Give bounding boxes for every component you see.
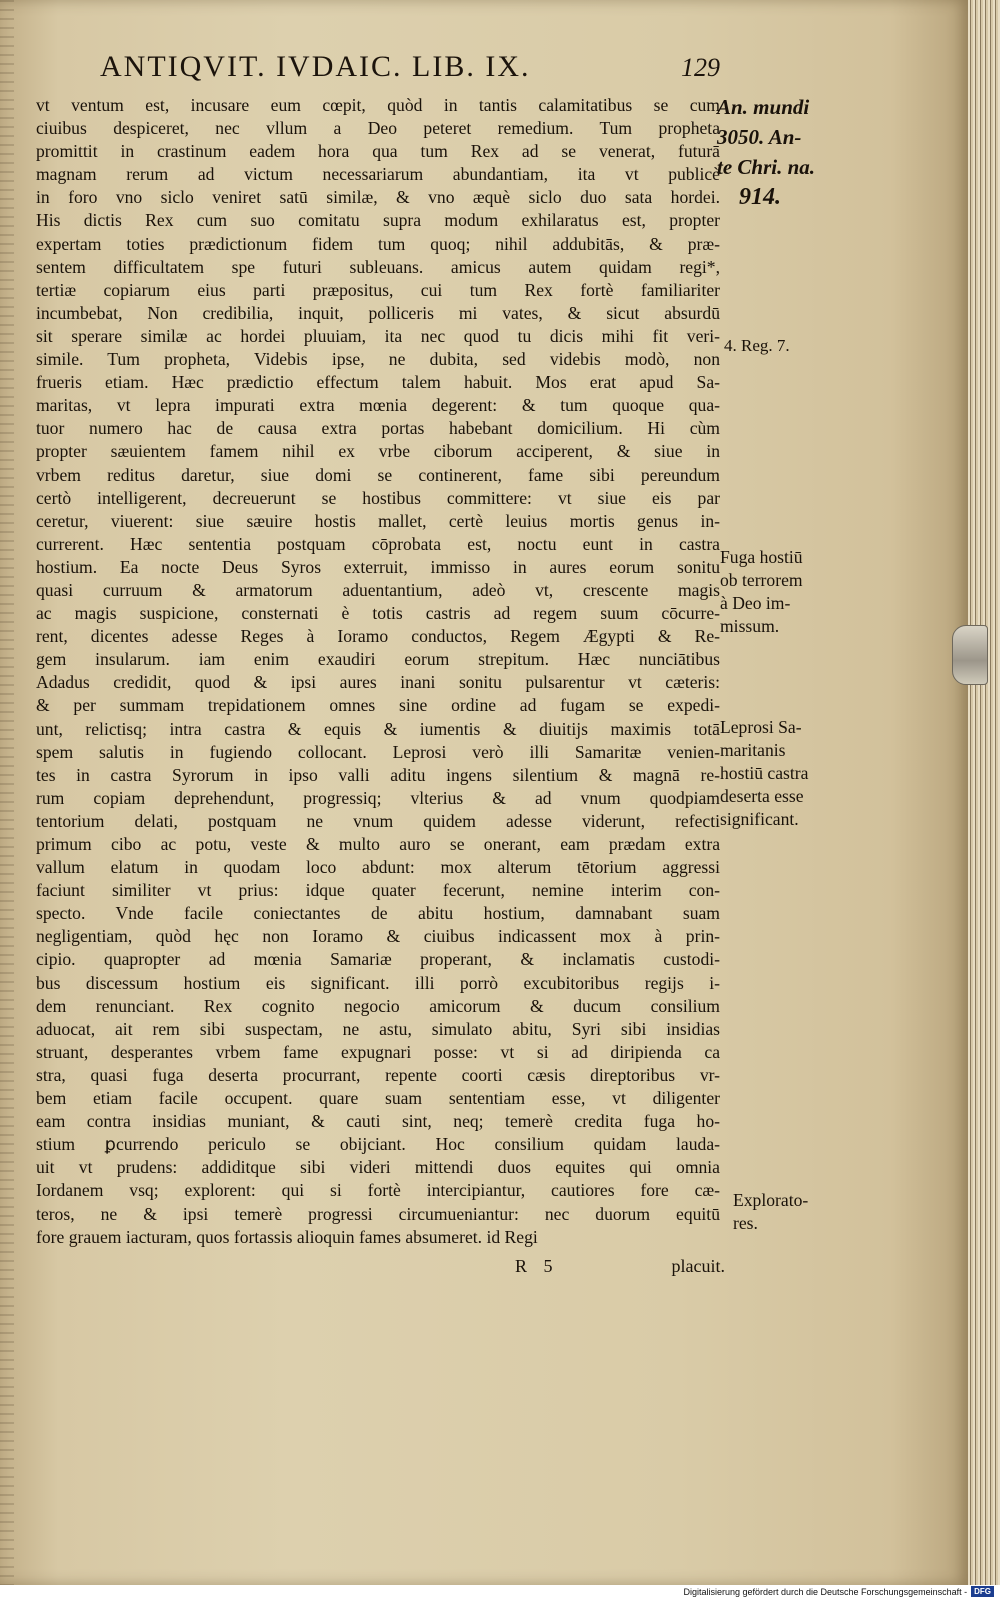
text-line: fore grauem iacturam, quos fortassis alioquin fames absumeret. id Regi [36, 1226, 538, 1247]
margin-note-leprosi [720, 716, 850, 831]
text-line: incumbebat, Non credibilia, inquit, polliceris mi vates, & sicut absurdū [36, 302, 720, 323]
text-line: sit sperare similæ ac hordei pluuiam, ita nec quod tu dicis mihi fit veri- [36, 325, 720, 346]
text-line: tes in castra Syrorum in ipso valli aditu ingens silentium & magnā re- [36, 764, 720, 785]
catchword: placuit. [671, 1256, 725, 1276]
running-head: ANTIQVIT. IVDAIC. LIB. IX. [100, 50, 531, 83]
margin-note-fuga [720, 546, 850, 638]
text-line: sentem difficultatem spe futuri subleuans. amicus autem quidam regi*, [36, 256, 720, 277]
text-line: rent, dicentes adesse Reges à Ioramo conductos, Regem Ægypti & Re- [36, 626, 720, 647]
text-line: negligentiam, quòd hęc non Ioramo & ciuibus indicassent mox à prin- [36, 926, 720, 947]
text-line: struant, desperantes vrbem fame expugnari posse: vt si ad diripienda ca [36, 1041, 720, 1062]
margin-line: Explorato- [733, 1190, 809, 1210]
text-line: tuor numero hac de causa extra portas habebant domicilium. Hi cùm [36, 418, 720, 439]
text-line: rum copiam deprehendunt, progressiq; vlterius & ad vnum quodpiam [36, 787, 720, 808]
text-line: vrbem reditus daretur, siue domi se continerent, fame sibi pereundum [36, 464, 720, 485]
text-line: bem etiam facile occupent. quare suam sententiam esse, vt diligenter [36, 1088, 720, 1109]
text-line: expertam toties prædictionum fidem tum quoq; nihil addubitās, & præ- [36, 233, 720, 254]
text-line: in foro vno siclo veniret satū similæ, & vno æquè siclo duo sata hordei. [36, 187, 720, 208]
text-line: faciunt similiter vt prius: idque quater fecerunt, nemine interim con- [36, 880, 720, 901]
text-line: tentorium delati, postquam ne vnum quidem adesse viderunt, refecti [36, 810, 720, 831]
margin-line: significant. [720, 809, 799, 829]
margin-line: res. [733, 1213, 758, 1233]
text-line: currerent. Hæc sententia postquam cōprobata est, noctu eunt in castra [36, 533, 720, 554]
text-line: bus discessum hostium eis significant. illi porrò excubitoribus regijs i- [36, 972, 720, 993]
text-line: aduocat, ait rem sibi suspectam, ne astu, simulato abitu, Syri sibi insidias [36, 1018, 720, 1039]
text-line: dem renunciant. Rex cognito negocio amicorum & ducum consilium [36, 995, 720, 1016]
text-line: & per summam trepidationem omnes sine ordine ad fugam se expedi- [36, 695, 720, 716]
text-line: vt ventum est, incusare eum cœpit, quòd in tantis calamitatibus se cum [36, 95, 720, 115]
margin-line: 914. [739, 184, 781, 210]
margin-line: maritanis [720, 740, 786, 760]
margin-note-reference: 4. Reg. 7. [724, 336, 790, 355]
text-line: eam contra insidias muniant, & cauti sint, neq; temerè credita fuga ho- [36, 1111, 720, 1132]
text-line: stra, quasi fuga deserta procurrant, repente coorti cæsis direptoribus vr- [36, 1064, 720, 1085]
margin-line: Fuga hostiū [720, 547, 803, 567]
margin-note-exploratores [733, 1189, 863, 1235]
text-line: stium ꝑcurrendo periculo se obijciant. Hoc consilium quidam lauda- [36, 1134, 720, 1155]
margin-line: deserta esse [720, 786, 804, 806]
page-edges [968, 0, 1000, 1585]
text-line: ciuibus despiceret, nec vllum a Deo peteret remedium. Tum propheta [36, 118, 720, 139]
main-text-block [36, 94, 720, 1249]
text-line: spem salutis in fugiendo collocant. Leprosi verò illi Samaritæ venien- [36, 741, 720, 762]
text-line: ac magis suspicione, consternati è totis castris ad regem suum cōcurre- [36, 603, 720, 624]
text-line: teros, ne & ipsi temerè progressi circumueniantur: nec duorum equitū [36, 1203, 720, 1224]
text-line: gem insularum. iam enim exaudiri eorum strepitum. Hæc nunciātibus [36, 649, 720, 670]
signature-mark: R 5 [515, 1256, 559, 1276]
text-line: simile. Tum propheta, Videbis ipse, ne dubita, sed videbis modò, non [36, 349, 720, 370]
page-header [100, 50, 720, 92]
text-line: frueris etiam. Hæc prædictio effectum talem habuit. Mos erat apud Sa- [36, 372, 720, 393]
text-line: tertiæ copiarum eius parti præpositus, cui tum Rex fortè familiariter [36, 279, 720, 300]
book-clasp-icon [952, 625, 988, 685]
text-line: cipio. quapropter ad mœnia Samariæ properant, & inclamatis custodi- [36, 949, 720, 970]
dfg-logo: DFG [971, 1586, 994, 1597]
text-line: uit vt prudens: addiditque sibi videri mittendi duos equites qui omnia [36, 1157, 720, 1178]
text-line: propter sæuientem famem nihil ex vrbe ciborum acciperent, & siue in [36, 441, 720, 462]
margin-line: à Deo im- [720, 593, 791, 613]
margin-line: Leprosi Sa- [720, 717, 802, 737]
credit-text: Digitalisierung gefördert durch die Deutsche Forschungsgemeinschaft - [683, 1586, 968, 1597]
gutter-shadow [0, 0, 14, 1585]
text-line: Adadus credidit, quod & ipsi aures inani sonitu pulsarentur vt cæteris: [36, 672, 720, 693]
margin-line: 3050. An- [717, 125, 802, 149]
text-line: unt, relictisq; intra castra & equis & iumentis & diuitijs maximis totā [36, 718, 720, 739]
text-line: certò intelligerent, decreuerunt se hostibus committere: vt siue eis par [36, 487, 720, 508]
margin-note-anno-mundi [717, 92, 847, 212]
text-line: vallum elatum in quodam loco abdunt: mox alterum tētorium aggressi [36, 857, 720, 878]
margin-line: missum. [720, 616, 780, 636]
text-line: maritas, vt lepra impurati extra mœnia degerent: & tum quoque qua- [36, 395, 720, 416]
digitization-credit-bar [0, 1585, 1000, 1598]
text-line: Iordanem vsq; explorent: qui si fortè intercipiantur, cautiores fore cæ- [36, 1180, 720, 1201]
text-line: hostium. Ea nocte Deus Syros exterruit, immisso in aures eorum sonitu [36, 556, 720, 577]
text-line: magnam rerum ad victum necessariarum abundantiam, ita vt publicè [36, 164, 720, 185]
text-line: primum cibo ac potu, veste & multo auro se onerant, eam prædam extra [36, 834, 720, 854]
margin-line: hostiū castra [720, 763, 809, 783]
margin-line: An. mundi [717, 95, 810, 119]
text-line: specto. Vnde facile coniectantes de abitu hostium, damnabant suam [36, 903, 720, 924]
page-footer [515, 1256, 725, 1277]
margin-line: te Chri. na. [717, 155, 816, 179]
text-line: quasi curruum & armatorum aduentantium, adeò vt, crescente magis [36, 579, 720, 600]
page-number: 129 [681, 53, 720, 82]
text-line: ceretur, viuerent: siue sæuire hostis mallet, certè leuius mortis genus in- [36, 510, 720, 531]
margin-line: ob terrorem [720, 570, 803, 590]
text-line: His dictis Rex cum suo comitatu supra modum exhilaratus est, propter [36, 210, 720, 231]
text-line: promittit in crastinum eadem hora qua tum Rex ad se venerat, futurā [36, 141, 720, 162]
